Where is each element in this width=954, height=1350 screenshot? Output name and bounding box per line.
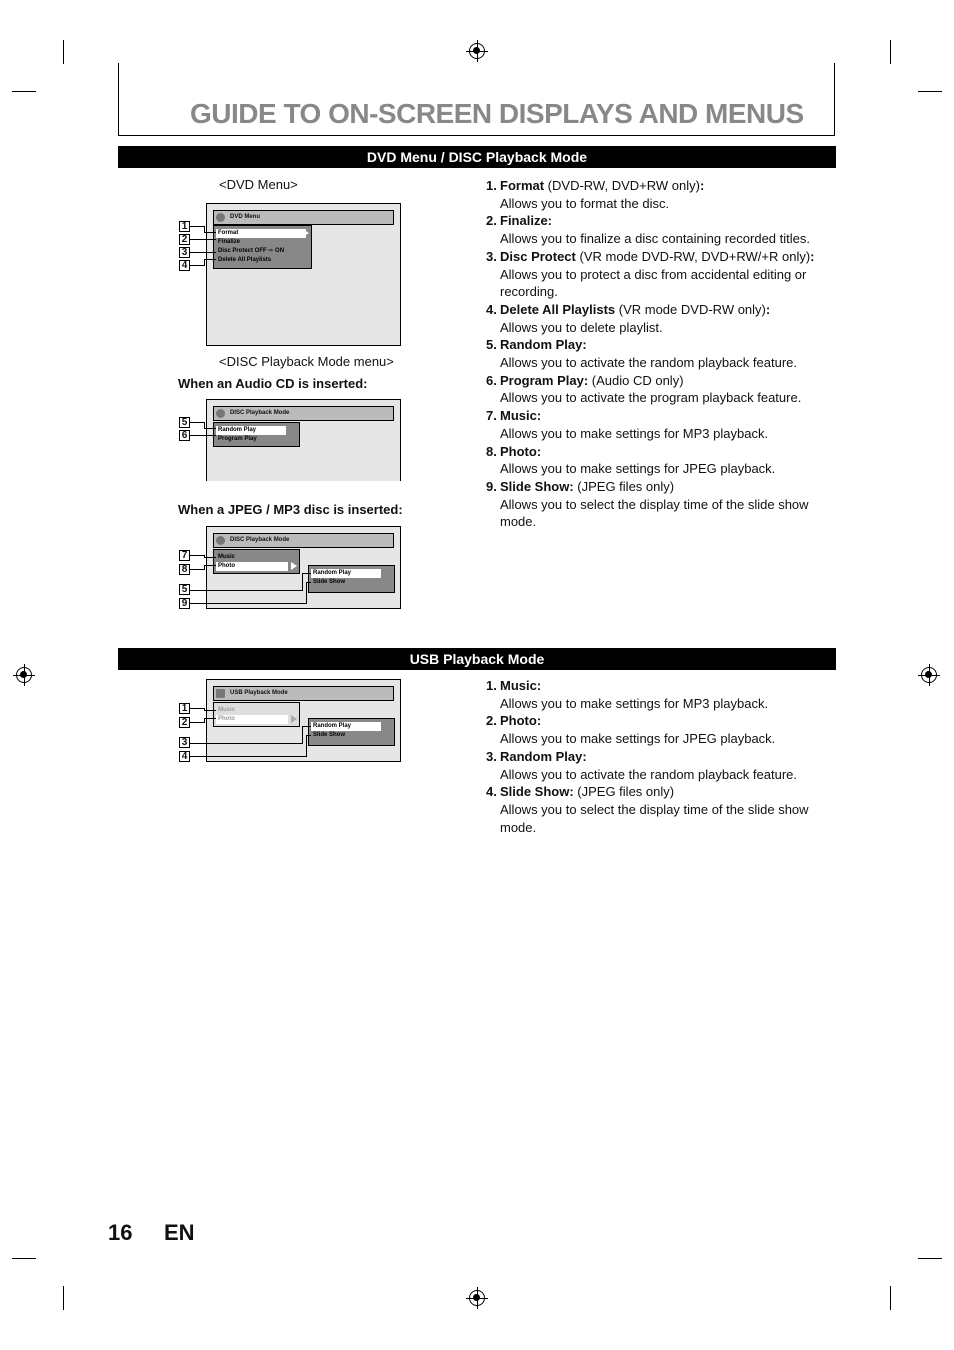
callout-leader bbox=[204, 435, 216, 436]
osd-header-label: DISC Playback Mode bbox=[230, 537, 290, 543]
callout-number: 5 bbox=[179, 584, 190, 595]
item-description: Allows you to format the disc. bbox=[500, 195, 670, 211]
callout-leader bbox=[204, 565, 216, 566]
jpeg-mp3-label: When a JPEG / MP3 disc is inserted: bbox=[178, 502, 403, 517]
section-bar-dvd: DVD Menu / DISC Playback Mode bbox=[118, 146, 836, 168]
item-number: 3. bbox=[486, 748, 497, 764]
item-number: 7. bbox=[486, 408, 497, 424]
callout-number: 1 bbox=[179, 703, 190, 714]
arrow-right-icon bbox=[291, 715, 297, 723]
osd-header-label: DVD Menu bbox=[230, 214, 260, 220]
dvd-menu-screen bbox=[206, 203, 401, 346]
item-heading: Finalize: bbox=[500, 213, 553, 229]
item-description: Allows you to activate the random playback feature. bbox=[500, 766, 797, 782]
item-number: 2. bbox=[486, 213, 497, 229]
osd-header-label: DISC Playback Mode bbox=[230, 410, 290, 416]
list-item bbox=[486, 177, 836, 212]
item-heading: Delete All Playlists bbox=[500, 301, 616, 317]
item-description: Allows you to make settings for MP3 playback. bbox=[500, 695, 769, 711]
item-heading: Slide Show: bbox=[500, 478, 574, 494]
registration-mark-icon bbox=[469, 1290, 485, 1306]
list-item bbox=[486, 407, 836, 442]
item-description: Allows you to make settings for JPEG playback. bbox=[500, 731, 776, 747]
list-item bbox=[486, 212, 836, 247]
callout-number: 1 bbox=[179, 221, 190, 232]
item-colon: : bbox=[699, 178, 705, 193]
jpeg-mp3-screen bbox=[206, 526, 401, 609]
crop-mark bbox=[890, 40, 891, 64]
crop-mark bbox=[63, 1286, 64, 1310]
item-note: (DVD-RW, DVD+RW only) bbox=[544, 178, 700, 193]
item-note: (VR mode DVD-RW, DVD+RW/+R only) bbox=[575, 248, 811, 264]
callout-leader bbox=[190, 590, 302, 591]
item-note: (Audio CD only) bbox=[588, 372, 684, 388]
item-number: 5. bbox=[486, 337, 497, 353]
crop-mark bbox=[918, 1258, 942, 1259]
osd-header bbox=[213, 210, 394, 225]
callout-leader bbox=[302, 726, 303, 744]
callout-number: 5 bbox=[179, 417, 190, 428]
usb-screen bbox=[206, 679, 401, 762]
callout-leader bbox=[190, 555, 204, 556]
item-number: 2. bbox=[486, 713, 497, 729]
item-description: Allows you to activate the random playback feature. bbox=[500, 355, 797, 371]
usb-icon bbox=[216, 689, 225, 698]
callout-number: 9 bbox=[179, 598, 190, 609]
item-heading: Disc Protect bbox=[500, 248, 576, 264]
osd-item-slide-show: Slide Show bbox=[313, 579, 346, 585]
osd-item-program-play: Program Play bbox=[218, 436, 257, 442]
osd-item-format: Format bbox=[216, 229, 306, 238]
osd-header bbox=[213, 406, 394, 421]
item-heading: Photo: bbox=[500, 443, 542, 459]
item-heading: Photo: bbox=[500, 713, 542, 729]
callout-leader bbox=[190, 722, 204, 723]
registration-mark-icon bbox=[16, 667, 32, 683]
item-description: Allows you to finalize a disc containing recorded titles. bbox=[500, 231, 810, 247]
item-number: 9. bbox=[486, 478, 497, 494]
title-rule bbox=[834, 63, 835, 136]
osd-menu-list bbox=[213, 702, 300, 727]
disc-icon bbox=[216, 213, 225, 222]
callout-number: 3 bbox=[179, 247, 190, 258]
callout-leader bbox=[204, 259, 216, 260]
page-title: GUIDE TO ON-SCREEN DISPLAYS AND MENUS bbox=[190, 98, 804, 129]
callout-leader bbox=[190, 239, 216, 240]
osd-submenu-list bbox=[308, 718, 395, 746]
callout-leader bbox=[190, 435, 204, 436]
list-item bbox=[486, 712, 836, 747]
list-item bbox=[486, 336, 836, 371]
item-number: 4. bbox=[486, 784, 497, 800]
dvd-option-list bbox=[486, 177, 836, 531]
callout-number: 7 bbox=[179, 550, 190, 561]
osd-item-random-play: Random Play bbox=[216, 426, 286, 435]
item-description: Allows you to select the display time of the slide show mode. bbox=[500, 496, 809, 530]
audio-cd-label: When an Audio CD is inserted: bbox=[178, 376, 368, 391]
item-description: Allows you to make settings for JPEG playback. bbox=[500, 461, 776, 477]
callout-leader bbox=[190, 756, 306, 757]
item-number: 6. bbox=[486, 372, 497, 388]
callout-number: 4 bbox=[179, 260, 190, 271]
callout-leader bbox=[302, 726, 311, 727]
callout-leader bbox=[306, 582, 311, 583]
item-colon: : bbox=[765, 301, 771, 317]
callout-leader bbox=[204, 718, 216, 719]
list-item bbox=[486, 748, 836, 783]
osd-header bbox=[213, 686, 394, 701]
registration-mark-icon bbox=[469, 43, 485, 59]
callout-leader bbox=[190, 226, 204, 227]
item-colon: : bbox=[810, 248, 815, 264]
callout-leader bbox=[204, 557, 216, 558]
list-item bbox=[486, 248, 836, 301]
list-item bbox=[486, 372, 836, 407]
callout-leader bbox=[190, 743, 302, 744]
callout-leader bbox=[190, 422, 204, 423]
registration-mark-icon bbox=[921, 667, 937, 683]
callout-number: 2 bbox=[179, 717, 190, 728]
item-number: 4. bbox=[486, 301, 497, 317]
item-heading: Random Play: bbox=[500, 748, 587, 764]
callout-leader bbox=[204, 710, 216, 711]
item-note: (VR mode DVD-RW only) bbox=[615, 301, 766, 317]
usb-option-list bbox=[486, 677, 836, 836]
item-description: Allows you to make settings for MP3 playback. bbox=[500, 425, 769, 441]
item-heading: Format bbox=[500, 178, 545, 193]
callout-leader bbox=[190, 265, 204, 266]
osd-item-disc-protect: Disc Protect OFF ⇨ ON bbox=[218, 248, 285, 254]
disc-menu-caption: <DISC Playback Mode menu> bbox=[219, 354, 394, 369]
title-rule bbox=[118, 63, 119, 136]
crop-mark bbox=[890, 1286, 891, 1310]
item-number: 3. bbox=[486, 248, 497, 264]
item-number: 1. bbox=[486, 178, 497, 193]
callout-leader bbox=[306, 735, 311, 736]
disc-icon bbox=[216, 536, 225, 545]
osd-item-music: Music bbox=[218, 554, 236, 560]
arrow-right-icon bbox=[291, 562, 297, 570]
callout-number: 8 bbox=[179, 564, 190, 575]
osd-menu-list bbox=[213, 549, 300, 574]
list-item bbox=[486, 443, 836, 478]
item-heading: Slide Show: bbox=[500, 784, 574, 800]
callout-leader bbox=[204, 232, 216, 233]
audio-cd-screen bbox=[206, 399, 401, 481]
list-item bbox=[486, 783, 836, 836]
callout-leader bbox=[204, 428, 216, 429]
callout-leader bbox=[204, 259, 205, 266]
item-description: Allows you to activate the program playback feature. bbox=[500, 390, 802, 406]
osd-menu-list bbox=[213, 422, 300, 447]
callout-leader bbox=[190, 569, 204, 570]
crop-mark bbox=[63, 40, 64, 64]
osd-item-random-play: Random Play bbox=[311, 722, 381, 731]
osd-item-photo: Photo bbox=[216, 715, 288, 724]
item-heading: Music: bbox=[500, 408, 542, 424]
callout-number: 6 bbox=[179, 430, 190, 441]
osd-item-music: Music bbox=[218, 707, 236, 713]
page-number: 16 bbox=[108, 1220, 133, 1245]
list-item bbox=[486, 478, 836, 531]
list-item bbox=[486, 677, 836, 712]
callout-leader bbox=[302, 573, 311, 574]
osd-item-random-play: Random Play bbox=[311, 569, 381, 578]
osd-menu-list bbox=[213, 225, 312, 269]
osd-header-label: USB Playback Mode bbox=[230, 690, 288, 696]
callout-number: 2 bbox=[179, 234, 190, 245]
disc-icon bbox=[216, 409, 225, 418]
callout-leader bbox=[306, 582, 307, 604]
item-heading: Random Play: bbox=[500, 337, 587, 353]
list-item bbox=[486, 301, 836, 336]
osd-item-finalize: Finalize bbox=[218, 239, 241, 245]
osd-item-delete-playlists: Delete All Playlists bbox=[218, 257, 272, 263]
section-bar-usb: USB Playback Mode bbox=[118, 648, 836, 670]
crop-mark bbox=[918, 91, 942, 92]
page-language: EN bbox=[164, 1220, 195, 1245]
osd-submenu-list bbox=[308, 565, 395, 593]
crop-mark bbox=[12, 91, 36, 92]
callout-leader bbox=[306, 735, 307, 757]
item-number: 8. bbox=[486, 443, 497, 459]
item-heading: Music: bbox=[500, 678, 542, 693]
callout-leader bbox=[302, 573, 303, 591]
osd-item-photo: Photo bbox=[216, 562, 288, 571]
item-description: Allows you to select the display time of the slide show mode. bbox=[500, 801, 809, 835]
callout-leader bbox=[190, 708, 204, 709]
item-number: 1. bbox=[486, 678, 497, 693]
title-rule bbox=[118, 135, 835, 136]
item-heading: Program Play: bbox=[500, 372, 589, 388]
callout-number: 3 bbox=[179, 737, 190, 748]
crop-mark bbox=[12, 1258, 36, 1259]
item-description: Allows you to protect a disc from accidental editing or recording. bbox=[500, 266, 807, 300]
item-note: (JPEG files only) bbox=[573, 478, 675, 494]
arrow-right-icon bbox=[303, 229, 309, 237]
osd-item-slide-show: Slide Show bbox=[313, 732, 346, 738]
callout-leader bbox=[190, 252, 216, 253]
dvd-menu-caption: <DVD Menu> bbox=[219, 177, 298, 192]
callout-number: 4 bbox=[179, 751, 190, 762]
osd-header bbox=[213, 533, 394, 548]
item-description: Allows you to delete playlist. bbox=[500, 319, 663, 335]
item-note: (JPEG files only) bbox=[573, 784, 675, 800]
callout-leader bbox=[190, 603, 306, 604]
